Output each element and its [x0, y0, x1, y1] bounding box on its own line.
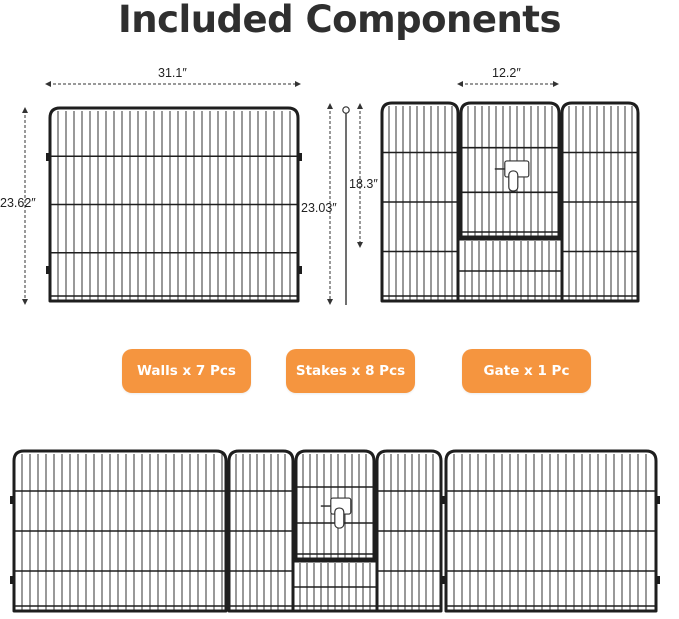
wall-width-label: 31.1″	[158, 66, 187, 80]
stake-height-label: 23.03″	[301, 201, 337, 215]
gate-panel-illustration	[382, 103, 638, 301]
gate-count-badge: Gate x 1 Pc	[462, 349, 591, 393]
gate-height-label: 18.3″	[349, 177, 378, 191]
wall-height-label: 23.62″	[0, 196, 36, 210]
page-title: Included Components	[117, 0, 562, 41]
gate-width-label: 12.2″	[492, 66, 521, 80]
stakes-count-badge: Stakes x 8 Pcs	[286, 349, 415, 393]
assembled-playpen-illustration	[10, 451, 660, 611]
walls-count-badge: Walls x 7 Pcs	[122, 349, 251, 393]
wall-panel-illustration	[46, 108, 302, 301]
